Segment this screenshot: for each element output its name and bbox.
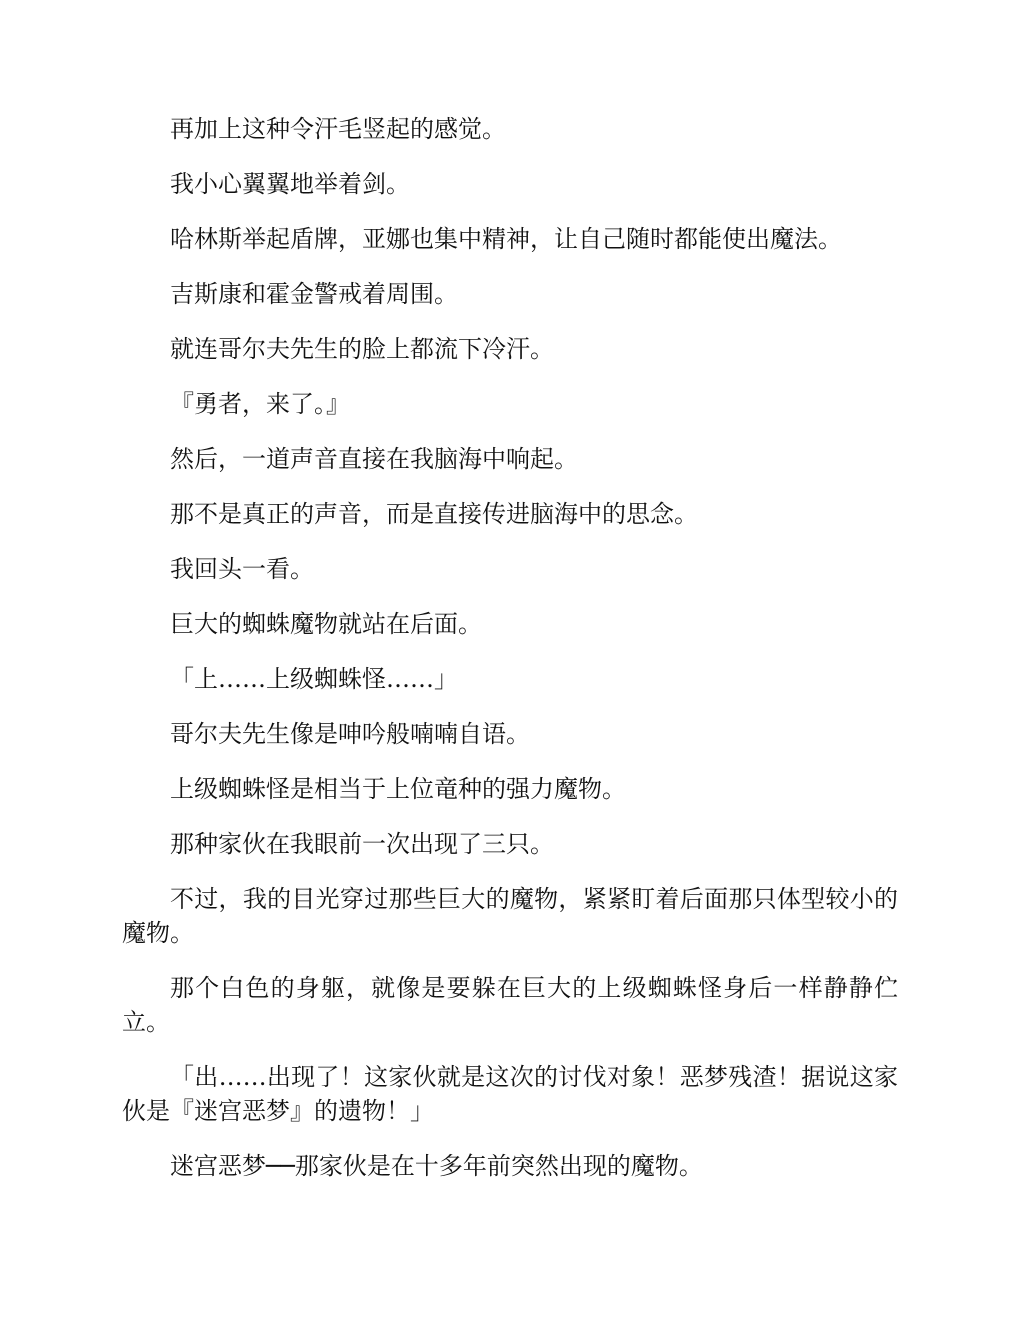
paragraph: 就连哥尔夫先生的脸上都流下冷汗。 [170,335,554,363]
paragraph: 巨大的蜘蛛魔物就站在后面。 [170,610,482,638]
document-page [122,112,898,1204]
paragraph: 『勇者，来了。』 [170,390,350,418]
paragraph: 「出……出现了！这家伙就是这次的讨伐对象！恶梦残渣！据说这家伙是『迷宫恶梦』的遗物！」 [122,1063,898,1125]
paragraph: 哈林斯举起盾牌，亚娜也集中精神，让自己随时都能使出魔法。 [170,225,842,253]
paragraph: 那种家伙在我眼前一次出现了三只。 [170,830,554,858]
paragraph: 那不是真正的声音，而是直接传进脑海中的思念。 [170,500,698,528]
paragraph: 不过，我的目光穿过那些巨大的魔物，紧紧盯着后面那只体型较小的魔物。 [122,885,898,947]
paragraph: 哥尔夫先生像是呻吟般喃喃自语。 [170,720,530,748]
paragraph: 我回头一看。 [170,555,314,583]
paragraph: 那个白色的身躯，就像是要躲在巨大的上级蜘蛛怪身后一样静静伫立。 [122,974,898,1036]
paragraph: 上级蜘蛛怪是相当于上位竜种的强力魔物。 [170,775,626,803]
paragraph: 然后，一道声音直接在我脑海中响起。 [170,445,578,473]
paragraph: 再加上这种令汗毛竖起的感觉。 [170,115,506,143]
paragraph: 吉斯康和霍金警戒着周围。 [170,280,458,308]
paragraph: 迷宫恶梦──那家伙是在十多年前突然出现的魔物。 [170,1152,703,1180]
paragraph: 我小心翼翼地举着剑。 [170,170,410,198]
paragraph: 「上……上级蜘蛛怪……」 [170,665,458,693]
